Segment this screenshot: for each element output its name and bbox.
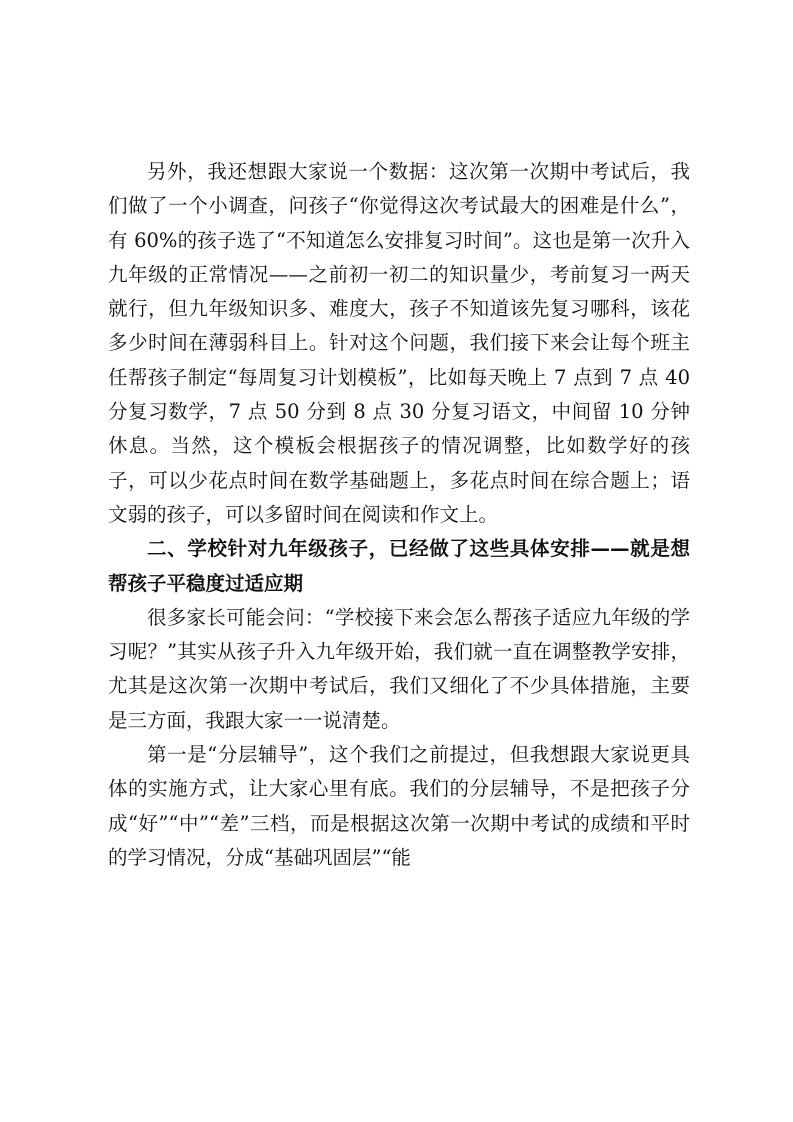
paragraph-parent-question: 很多家长可能会问：“学校接下来会怎么帮孩子适应九年级的学习呢？”其实从孩子升入九年级开始，我们就一直在调整教学安排，尤其是这次第一次期中考试后，我们又细化了不少具体措施，主要是三方面，我跟大家一一说清楚。: [108, 605, 690, 732]
paragraph-tiered-tutoring: 第一是“分层辅导”，这个我们之前提过，但我想跟大家说更具体的实施方式，让大家心里有底。我们的分层辅导，不是把孩子分成“好”“中”“差”三档，而是根据这次第一次期中考试的成绩和平时的学习情况，分成“基础巩固层”“能: [108, 743, 690, 869]
section-heading-school-arrangements: 二、学校针对九年级孩子，已经做了这些具体安排——就是想帮孩子平稳度过适应期: [108, 537, 690, 595]
document-body: [108, 155, 690, 875]
paragraph-data-survey: 另外，我还想跟大家说一个数据：这次第一次期中考试后，我们做了一个小调查，问孩子“你觉得这次考试最大的困难是什么”，有 60%的孩子选了“不知道怎么安排复习时间”。这也是第一次升入九年级的正常情况——之前初一初二的知识量少，考前复习一两天就行，但九年级知识多、难度大，孩子不知道该先复习哪科，该花多少时间在薄弱科目上。针对这个问题，我们接下来会让每个班主任帮孩子制定“每周复习计划模板”，比如每天晚上 7 点到 7 点 40 分复习数学，7 点 50 分到 8 点 30 分复习语文，中间留 10 分钟休息。当然，这个模板会根据孩子的情况调整，比如数学好的孩子，可以少花点时间在数学基础题上，多花点时间在综合题上；语文弱的孩子，可以多留时间在阅读和作文上。: [108, 160, 690, 526]
